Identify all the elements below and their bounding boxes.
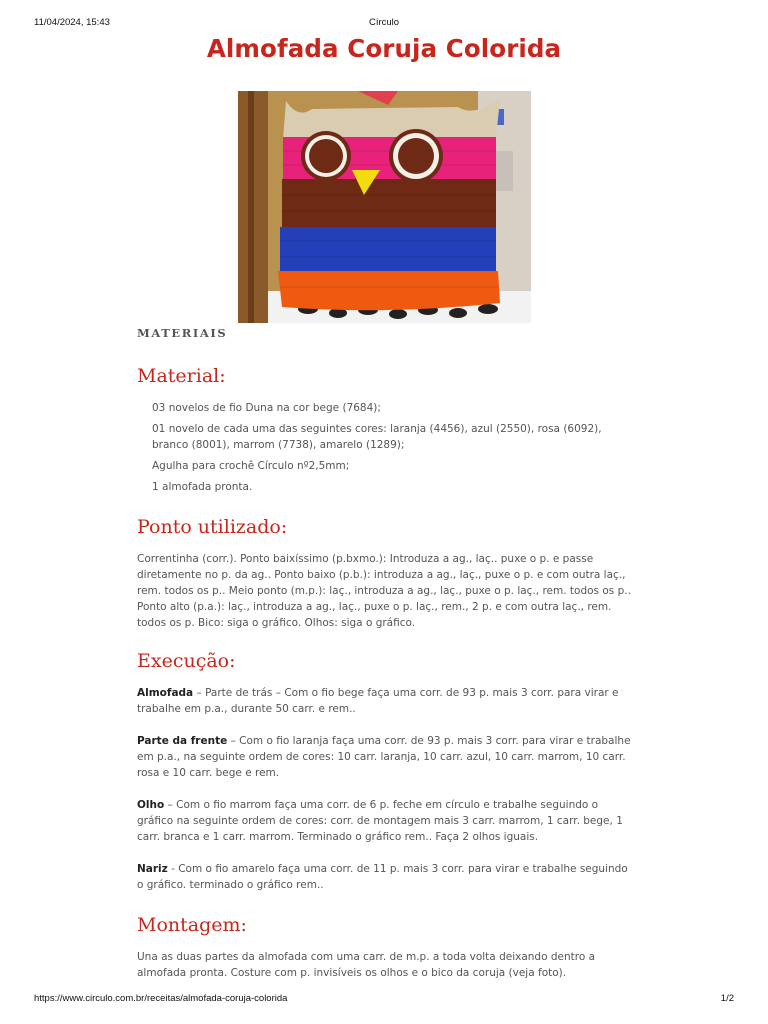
print-url: https://www.circulo.com.br/receitas/almofada-coruja-colorida [34,993,288,1004]
page-title: Almofada Coruja Colorida [206,34,562,63]
material-list [137,400,637,495]
montagem-text: Una as duas partes da almofada com uma carr. de m.p. a toda volta deixando dentro a almofada pronta. Costure com p. invisíveis os olhos e o bico da coruja (veja foto). [137,951,596,979]
execucao-paragraph [137,861,637,893]
recipe-content [137,324,637,981]
section-kicker: MATERIAIS [137,326,228,340]
execucao-heading: Execução: [137,650,236,672]
execucao-lead: Nariz [137,863,168,875]
montagem-heading: Montagem: [137,914,247,936]
execucao-text: – Com o fio marrom faça uma corr. de 6 p. feche em círculo e trabalhe seguindo o gráfico na seguinte ordem de cores: corr. de montagem mais 3 carr. marrom, 1 carr. bege, 1 carr. branca e 1 carr. marrom. Terminado o gráfico rem.. Faça 2 olhos iguais. [137,799,623,843]
print-footer [34,993,734,1007]
execucao-text: - Com o fio amarelo faça uma corr. de 11 p. mais 3 corr. para virar e trabalhe seguindo o gráfico. terminado o gráfico rem.. [137,863,628,891]
list-item: 1 almofada pronta. [152,481,253,493]
execucao-lead: Olho [137,799,165,811]
execucao-lead: Parte da frente [137,735,228,747]
ponto-text: Correntinha (corr.). Ponto baixíssimo (p.bxmo.): Introduza a ag., laç.. puxe o p. e passe diretamente no p. da ag.. Ponto baixo (p.b.): introduza a ag., laç., puxe o p. e com outra laç., rem. todos os p.. Meio ponto (m.p.): laç., introduza a ag., laç., puxe o p. laç., rem. todos os p.. Ponto alto (p.a.): laç., introduza a ag., laç., puxe o p. laç., rem., 2 p. e com outra laç., rem. todos os p. Bico: siga o gráfico. Olhos: siga o gráfico. [137,553,631,629]
list-item: 03 novelos de fio Duna na cor bege (7684); [152,402,381,414]
execucao-paragraph [137,797,637,845]
execucao-lead: Almofada [137,687,194,699]
execucao-paragraph [137,685,637,717]
execucao-text: – Com o fio laranja faça uma corr. de 93 p. mais 3 corr. para virar e trabalhe em p.a., na seguinte ordem de cores: 10 carr. laranja, 10 carr. azul, 10 carr. marrom, 10 carr. rosa e 10 carr. bege e rem. [137,735,631,779]
material-heading: Material: [137,365,226,387]
execucao-paragraph [137,733,637,781]
ponto-heading: Ponto utilizado: [137,516,288,538]
page-number: 1/2 [720,993,734,1004]
print-site-name: Círculo [368,17,400,28]
owl-pillow-photo [238,91,531,323]
execucao-text: – Parte de trás – Com o fio bege faça uma corr. de 93 p. mais 3 corr. para virar e trabalhe em p.a., durante 50 carr. e rem.. [137,687,619,715]
print-header [34,17,734,31]
list-item: 01 novelo de cada uma das seguintes cores: laranja (4456), azul (2550), rosa (6092), branco (8001), marrom (7738), amarelo (1289); [152,423,602,451]
print-date: 11/04/2024, 15:43 [34,17,110,28]
list-item: Agulha para crochê Círculo nº2,5mm; [152,460,350,472]
